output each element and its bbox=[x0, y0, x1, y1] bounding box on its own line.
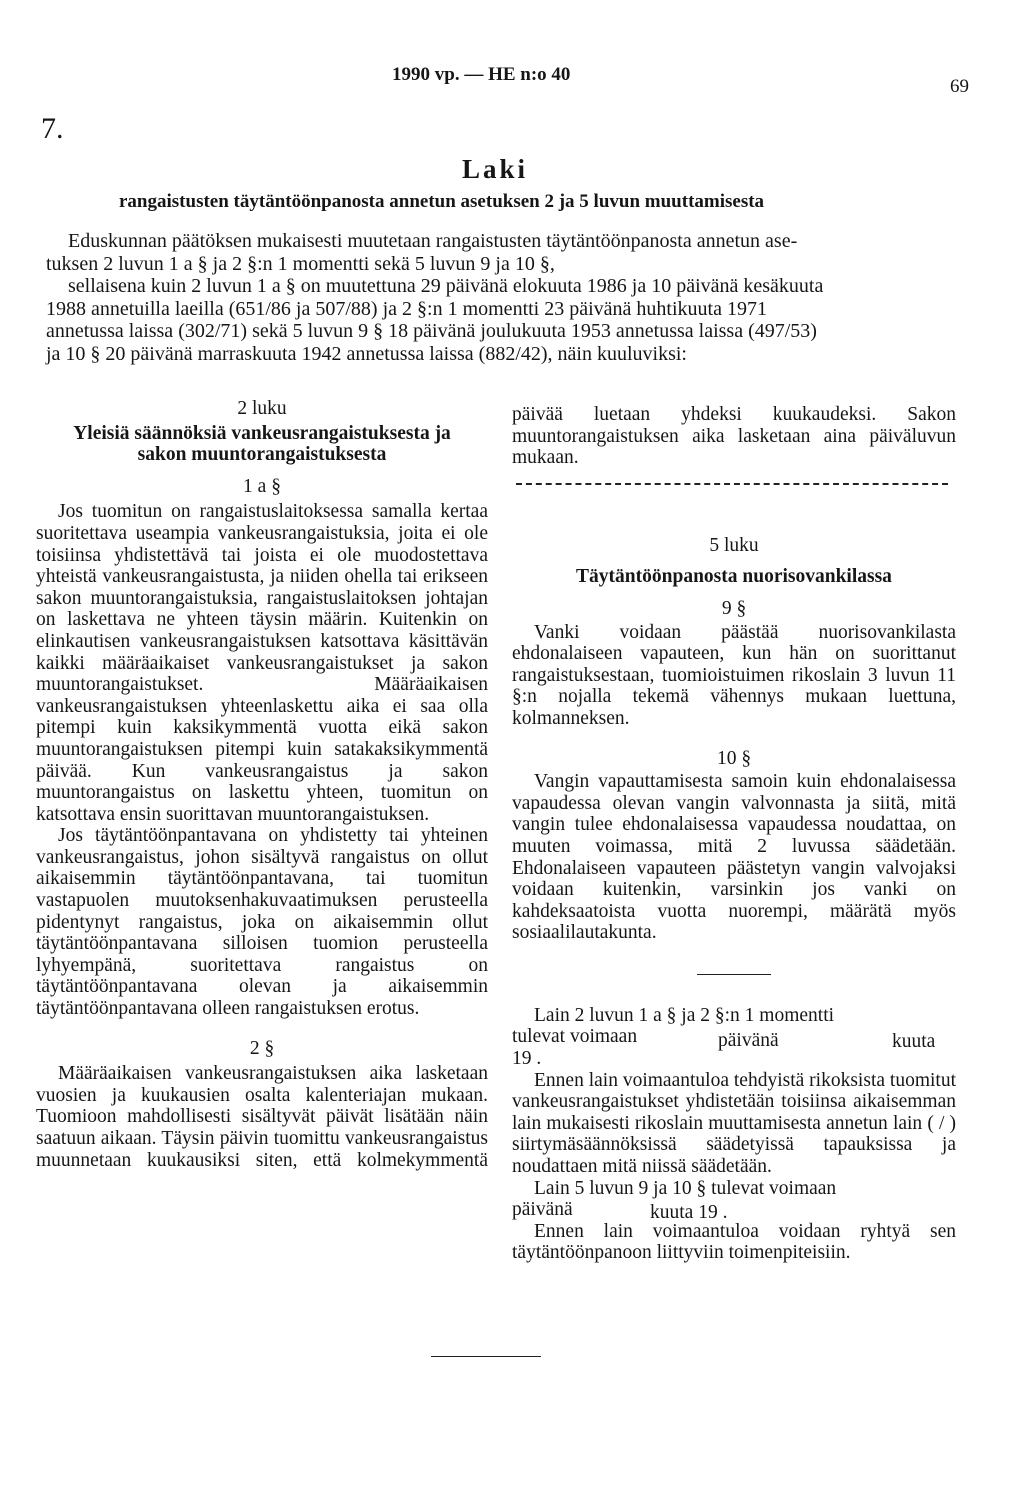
section-heading: 2 § bbox=[249, 1037, 275, 1059]
left-column bbox=[36, 398, 488, 1171]
intro-line: annetussa laissa (302/71) sekä 5 luvun 9 § 18 päivänä joulukuuta 1953 annetussa laissa (497/53) bbox=[46, 320, 817, 342]
entry-line: 19 . bbox=[512, 1048, 542, 1070]
intro-line: sellaisena kuin 2 luvun 1 a § on muutettuna 29 päivänä elokuuta 1986 ja 10 päivänä kesäkuuta bbox=[68, 275, 824, 297]
paragraph: Vanki voidaan päästää nuorisovankilasta ehdonalaiseen vapauteen, kun hän on suorittanut rangaistuksestaan, tuomioistuimen rikoslain 3 luvun 11 §:n nojalla tekemä vähennys mukaan luettuna, kolmanneksen. bbox=[512, 621, 956, 729]
section-heading: 10 § bbox=[716, 747, 752, 769]
entry-text: Lain 2 luvun 1 a § ja 2 §:n 1 momentti bbox=[534, 1004, 835, 1026]
entry-text: kuuta 19 . bbox=[650, 1202, 728, 1224]
entry-line bbox=[512, 1199, 956, 1224]
page-number: 69 bbox=[950, 76, 969, 97]
chapter-heading: 2 luku bbox=[237, 398, 287, 419]
law-title: Laki bbox=[462, 154, 529, 184]
section-number: 7. bbox=[41, 112, 64, 145]
intro-line: ja 10 § 20 päivänä marraskuuta 1942 annetussa laissa (882/42), näin kuuluviksi: bbox=[46, 342, 687, 365]
right-column bbox=[512, 404, 956, 1264]
entry-text: kuuta bbox=[892, 1031, 936, 1053]
chapter-title: sakon muuntorangaistuksesta bbox=[137, 444, 387, 466]
entry-text: päivänä bbox=[512, 1199, 573, 1221]
section-heading: 1 a § bbox=[243, 475, 281, 497]
entry-text: Lain 5 luvun 9 ja 10 § tulevat voimaan bbox=[534, 1177, 837, 1199]
entry-into-force bbox=[512, 1005, 956, 1070]
paragraph: Jos tuomitun on rangaistuslaitoksessa samalla kertaa suoritettava useampia vankeusrangaistuksia, joita ei ole toisiinsa yhdistettävä tai joista ei ole muodostettava yhteistä vankeusrangaistusta, ja niiden ohella tai erikseen sakon muuntorangaistuksia, rangaistuslaitoksen johtajan on laskettava ne yhteen täysin määrin. Kuitenkin on elinkautisen vankeusrangaistuksen katsottava käsittävän kaikki määräaikaiset vankeusrangaistukset ja sakon muuntorangaistukset. Määräaikaisen vankeusrangaistuksen yhteenlaskettu aika ei saa olla pitempi kuin kaksikymmentä vuotta eikä sakon muuntorangaistuksen pitempi kuin satakaksikymmentä päivää. Kun vankeusrangaistus ja sakon muuntorangaistus on laskettu yhteen, tuomitun on katsottava ensin suorittavan muuntorangaistuksen. bbox=[36, 501, 488, 825]
entry-text: tulevat voimaan bbox=[512, 1026, 638, 1048]
continuation-separator bbox=[516, 483, 948, 485]
intro-line: Eduskunnan päätöksen mukaisesti muutetaan rangaistusten täytäntöönpanosta annetun ase- bbox=[68, 230, 798, 252]
paragraph: Vangin vapauttamisesta samoin kuin ehdonalaisessa vapaudessa olevan vangin valvonnasta ja siitä, mitä vangin tulee ehdonalaisessa vapaudessa noudattaa, on muuten voimassa, mitä 2 luvussa säädetään. Ehdonalaiseen vapauteen päästetyn vangin valvojaksi voidaan kuitenkin, varsinkin jos vanki on kahdeksaatoista vuotta nuorempi, määrätä myös sosiaalilautakunta. bbox=[512, 771, 956, 944]
paragraph: Ennen lain voimaantuloa voidaan ryhtyä sen täytäntöönpanoon liittyviin toimenpiteisiin. bbox=[512, 1220, 956, 1264]
chapter-title: Yleisiä säännöksiä vankeusrangaistuksesta ja bbox=[73, 422, 451, 444]
intro-line: 1988 annetuilla laeilla (651/86 ja 507/88) ja 2 §:n 1 momentti 23 päivänä huhtikuuta 1971 bbox=[46, 297, 767, 320]
section-heading: 9 § bbox=[721, 597, 747, 619]
law-subtitle: rangaistusten täytäntöönpanosta annetun asetuksen 2 ja 5 luvun muuttamisesta bbox=[119, 191, 765, 212]
paragraph: päivää luetaan yhdeksi kuukaudeksi. Sakon muuntorangaistuksen aika lasketaan aina päiväluvun mukaan. bbox=[512, 404, 956, 469]
entry-line bbox=[512, 1005, 956, 1027]
running-header: 1990 vp. — HE n:o 40 bbox=[392, 64, 571, 85]
end-rule bbox=[431, 1356, 541, 1357]
paragraph: Määräaikaisen vankeusrangaistuksen aika lasketaan vuosien ja kuukausien osalta kalenteriajan mukaan. Tuomioon mahdollisesti sisältyvät päivät lisätään näin saatuun aikaan. Täysin päivin tuomittu vankeusrangaistus muunnetaan kuukausiksi siten, että kolmekymmentä bbox=[36, 1063, 488, 1171]
chapter-title: Täytäntöönpanosta nuorisovankilassa bbox=[576, 566, 892, 588]
entry-text: päivänä bbox=[718, 1030, 779, 1052]
paragraph: Ennen lain voimaantuloa tehdyistä rikoksista tuomitut vankeusrangaistukset yhdistetään toisiinsa aikaisemman lain mukaisesti rikoslain muuttamisesta annetun lain ( / ) siirtymäsäännöksissä säädetyissä tapauksissa ja noudattaen mitä niissä säädetään. bbox=[512, 1069, 956, 1178]
intro-text bbox=[46, 230, 966, 365]
paragraph: Jos täytäntöönpantavana on yhdistetty tai yhteinen vankeusrangaistus, johon sisältyvä rangaistus on ollut aikaisemmin täytäntöönpantavana, tai tuomitun vastapuolen muutoksenhakuvaatimuksen perusteella pidentynyt rangaistus, joka on aikaisemmin ollut täytäntöönpantavana silloisen tuomion perusteella lyhyempänä, suoritettava rangaistus on täytäntöönpantavana olevan ja aikaisemmin täytäntöönpantavana olleen rangaistuksen erotus. bbox=[36, 825, 488, 1020]
entry-line bbox=[512, 1178, 956, 1200]
chapter-heading: 5 luku bbox=[709, 534, 759, 556]
section-separator bbox=[697, 974, 771, 975]
entry-line bbox=[512, 1026, 956, 1053]
intro-line: tuksen 2 luvun 1 a § ja 2 §:n 1 momentti sekä 5 luvun 9 ja 10 §, bbox=[46, 252, 555, 275]
